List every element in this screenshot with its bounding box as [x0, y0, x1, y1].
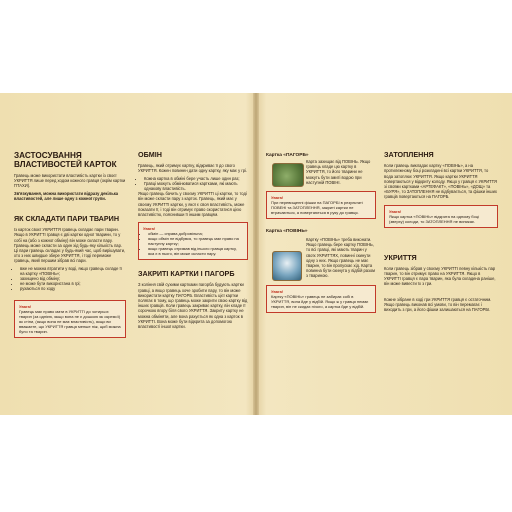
pairs-text: Із карток своєї УКРИТТЯ гравець складає пари тварин. Якщо в УКРИТТІ гравця є дві картки одної тварини, то у собі на (або з кожної обміну) він може скласти пару. Гравець може скласти за один хід будь-яку кількість пар. Ці пари гравець складає у будь-який час, щоб вирішувати, хто з них швидше збере УКРИТТЯ, і тоді переможе гравець, який першим зібрав всі пари. — [14, 227, 126, 264]
hill-card-image — [272, 163, 304, 187]
book-spread — [0, 93, 512, 415]
list-item: • обмін — справа добровільна; — [148, 231, 243, 236]
column-2 — [138, 93, 248, 331]
note-text: Гравець має право мати в УКРИТТІ до чотирьох тварин (за однією, якщо вона не є дошкою як окремої) як стіни, (якщо вона не має властивість), якщо ви вважаєте, що УКРИТТЯ гравця менше ніж, щоб можна було та тварин. — [19, 308, 121, 334]
note-label: Увага! — [271, 288, 284, 294]
column-3 — [266, 93, 376, 313]
flood-card-text: Картку «ПОВІНЬ» треба виконати. Якщо гравець бере картку ПОВІНЬ, то всі гравці, які мають тварин у своїх УКРИТТЯХ, повинні скинути одну з них. Якщо гравець не має тварин, то він пропускає хід. Карта повинна бути скинута у відбій разом з твариною. — [306, 237, 375, 279]
section-title-pairs: ЯК СКЛАДАТИ ПАРИ ТВАРИН — [14, 214, 120, 224]
note-text: Якщо картка «ПОВІНЬ» відкрита на одному боці (зверху) колоди, то ЗАТОПЛЕННЯ не виникає. — [389, 213, 479, 224]
section-title-abilities: ЗАСТОСУВАННЯ ВЛАСТИВОСТЕЙ КАРТОК — [14, 151, 117, 169]
note-label: Увага! — [271, 195, 284, 201]
exchange-list — [138, 176, 248, 192]
note-label: Увага! — [19, 303, 32, 309]
shelter-text-1: Коли гравець зібрав у своєму УКРИТТІ певну кількість пар тварин, то він отримує право на УКРИТТЯ. Якщо в УКРИТТІ гравця є пара тварин, яка була складена раніше, він може вивести їх з гри. — [384, 265, 496, 287]
list-item: • якщо гравець отримав від іншого гравця картку, яка є в нього, він може скласти пару. — [148, 246, 243, 256]
shelter-text-2: Кожне зібране в ході гри УКРИТТЯ гравця є остаточним. Якщо гравець виконав всі умови, то він перемагає і виходить з гри, а його фішки залишаються на ПАГОРБІ. — [384, 296, 492, 313]
list-item: • Кожна картка в обміні бере участь лише один раз; — [144, 176, 248, 181]
section-title-flooding: ЗАТОПЛЕННЯ — [384, 150, 434, 159]
list-item: • рухаються по ходу — [20, 286, 126, 291]
column-4 — [384, 93, 498, 314]
note-label: Увага! — [143, 226, 156, 232]
abilities-intro: Гравець може використати властивість картки із своєї УКРИТТЯ лише перед ходом кожного гравця (окрім картки ПТАХИ). — [14, 173, 126, 189]
list-item: • Гравці можуть обмінюватися картками, які мають однакову властивість. — [144, 181, 248, 191]
note-label: Увага! — [389, 208, 402, 214]
note-list — [143, 231, 243, 256]
abilities-emphasis: Зв'язкування, можна використати відразу декілька властивостей, але лише одну з кожної групи. — [14, 190, 119, 201]
closed-cards-text: З коління свій сухими картками пагорба будують картки гравці, а якщо гравець хоче зробити пару, то він може використати картку ПАГОРБ. Властивість цієї картки полягає в тому, що гравець може закрити свою картку від інших гравців. Коли гравець закриває картку, він кладе її сорочкою вгору біля свого УКРИТТЯ. Закриту картку не можна обміняти, але вона рахується як одна з карток в УКРИТТІ. Вона може бути відкрита за допомогою властивості іншої картки. — [138, 282, 248, 330]
list-item: • захищено від обміну; — [20, 276, 126, 281]
hill-card-title: Картка «ПАГОРБ» — [266, 153, 309, 158]
section-title-exchange: ОБМІН — [138, 150, 162, 159]
column-1 — [14, 93, 126, 338]
flooding-text: Коли гравець викладає картку «ПОВІНЬ», а на протилежному боці розкладені всі картки УКРИТТЯ, то вода затоплює УКРИТТЯ. Якщо картки УКРИТТЯ повертаються у відкриту колоду. Якщо у гравця є УКРИТТЯ зі своїми картками «АРТЕФАКТ», «ПОВІНЬ», «ДОЩ» та «БУРЯ», то ЗАТОПЛЕННЯ не відбувається, та фішки інших гравців повертаються на ПАГОРБ. — [384, 163, 497, 200]
pairs-list — [14, 266, 126, 292]
note-text: При перевищенні фішки на ПАГОРБІ в результаті ПОВЕНІ та ЗАТОПЛЕННЯ, закриті картки не втрачаються, а повертаються в руку до гравця. — [271, 200, 363, 216]
hill-card-text: Карта захищає від ПОВІНЬ. Якщо гравець кладе цю картку в УКРИТТЯ, то його тварини не можуть бути змиті водою при наступній ПОВІНІ. — [306, 159, 371, 185]
exchange-text-1: Гравець, який отримує картку, відкриває її до свого УКРИТТЯ. Кожен повинен дати одну картку, яку має у грі. — [138, 163, 248, 174]
exchange-text-2: Якщо гравець бачить у своєму УКРИТТІ ці картки, то тоді він може скласти пару з карток. Гравець, який має у своєму УКРИТТІ картки, у якої є своя властивість, може показати її, і тоді він отримує право скористатися цією властивістю, пояснивши її іншим гравцям. — [138, 191, 247, 218]
note-box — [266, 285, 376, 313]
list-item: • не може бути використана в грі; — [20, 281, 126, 286]
list-item: • якщо обмін не відбувся, то гравець має право на наступну картку; — [148, 236, 243, 246]
section-title-closed-cards: ЗАКРИТІ КАРТКИ І ПАГОРБ — [138, 269, 235, 279]
page-gutter — [253, 93, 259, 415]
note-box — [266, 191, 376, 219]
note-box — [384, 205, 498, 228]
list-item: • вже не можна втратити у воді, якщо гравець складе її на картку «ПОВІНЬ»; — [20, 266, 126, 276]
flood-card-title: Картка «ПОВІНЬ» — [266, 229, 308, 235]
flood-card-image — [272, 251, 302, 281]
section-title-shelter: УКРИТТЯ — [384, 252, 417, 262]
note-box — [138, 222, 248, 260]
note-box — [14, 300, 126, 338]
note-text: Картку «ПОВІНЬ» гравець не забирає собі в УКРИТТЯ, вона йде у відбій. Якщо ж у гравця немає тварин, він не скидає нічого, а картка йде у відбій. — [271, 293, 369, 309]
